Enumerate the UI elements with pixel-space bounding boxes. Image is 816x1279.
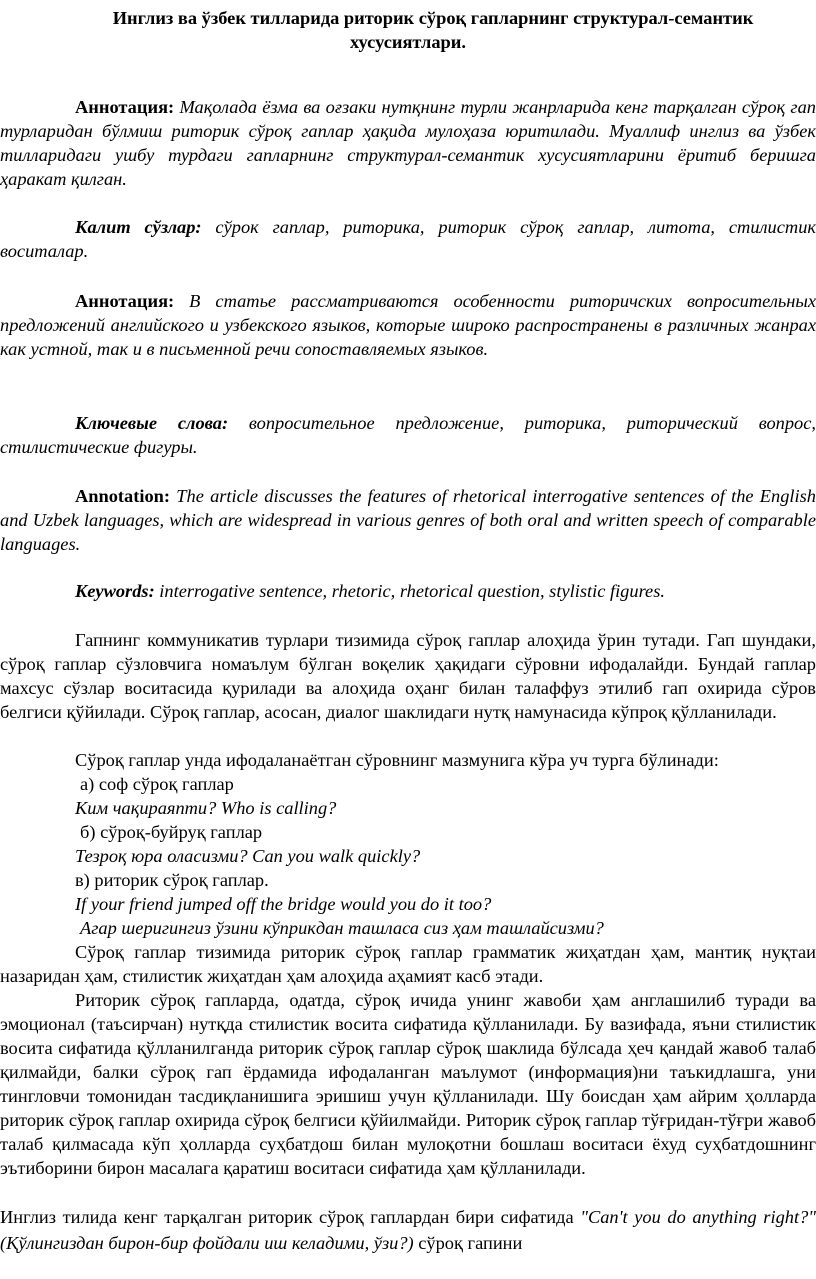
keywords-en bbox=[0, 579, 816, 603]
keywords-uz-text: сўрок гаплар, риторика, риторик сўроқ гаплар, литота, стилистик воситалар. bbox=[0, 217, 816, 261]
example-b bbox=[0, 844, 816, 868]
paragraph-text: Инглиз тилида кенг тарқалган риторик сўроқ гаплардан бири сифатида bbox=[0, 1207, 574, 1227]
example-c-uz bbox=[0, 916, 816, 940]
keywords-ru-text: вопросительное предложение, риторика, риторический вопрос, стилистические фигуры. bbox=[0, 413, 816, 457]
paragraph-text: Сўроқ гаплар унда ифодаланаётган сўровнинг мазмунига кўра уч турга бўлинади: bbox=[75, 750, 719, 770]
list-item-b bbox=[0, 820, 816, 844]
annotation-en-label: Annotation: bbox=[75, 486, 171, 506]
title-line-2: хусусиятлари. bbox=[350, 32, 466, 52]
body-paragraph-5 bbox=[0, 1204, 816, 1256]
annotation-uz-text: Мақолада ёзма ва оғзаки нутқнинг турли жанрларида кенг тарқалган сўроқ гап турларидан бўлмиш риторик сўроқ гаплар ҳақида мулоҳаза юритилади. Муаллиф инглиз ва ўзбек тилларидаги ушбу турдаги гапларнинг структурал-семантик хусусиятларини ёритиб беришга ҳаракат қилган. bbox=[0, 97, 816, 189]
example-text: If your friend jumped off the bridge would you do it too? bbox=[75, 894, 492, 914]
annotation-uz bbox=[0, 95, 816, 191]
title-line-1: Инглиз ва ўзбек тилларида риторик сўроқ гапларнинг структурал-семантик bbox=[112, 8, 754, 28]
annotation-uz-label: Аннотация: bbox=[75, 97, 175, 117]
body-paragraph-3 bbox=[0, 940, 816, 988]
body-paragraph-4 bbox=[0, 988, 816, 1180]
keywords-ru-label: Ключевые слова: bbox=[75, 413, 229, 433]
annotation-ru-text: В статье рассматриваются особенности риторичских вопросительных предложений английского и узбекского языков, которые широко распространены в различных жанрах как устной, так и в письменной речи сопоставляемых языков. bbox=[0, 291, 816, 359]
keywords-en-text: interrogative sentence, rhetoric, rhetorical question, stylistic figures. bbox=[159, 581, 665, 601]
body-paragraph-1 bbox=[0, 628, 816, 724]
keywords-uz bbox=[0, 215, 816, 263]
keywords-uz-label: Калит сўзлар: bbox=[75, 217, 202, 237]
example-a bbox=[0, 796, 816, 820]
annotation-en bbox=[0, 484, 816, 556]
body-paragraph-2 bbox=[0, 748, 816, 772]
paragraph-text: сўроқ гапини bbox=[418, 1233, 523, 1253]
list-item-text: в) риторик сўроқ гаплар. bbox=[75, 870, 269, 890]
article-title bbox=[0, 6, 816, 54]
quote-text: "Can't you do anything right?" (Қўлингиздан бирон-бир фойдали иш келадими, ўзи?) bbox=[0, 1207, 816, 1253]
example-text: Агар шеригингиз ўзини кўприкдан ташласа сиз ҳам ташлайсизми? bbox=[80, 918, 604, 938]
annotation-en-text: The article discusses the features of rhetorical interrogative sentences of the English and Uzbek languages, which are widespread in various genres of both oral and written speech of comparable languages. bbox=[0, 486, 816, 554]
list-item-c bbox=[0, 868, 816, 892]
list-item-a bbox=[0, 772, 816, 796]
annotation-ru bbox=[0, 289, 816, 361]
paragraph-text: Сўроқ гаплар тизимида риторик сўроқ гаплар грамматик жиҳатдан ҳам, мантиқ нуқтаи назаридан ҳам, стилистик жиҳатдан ҳам алоҳида аҳамият касб этади. bbox=[0, 942, 816, 986]
paragraph-text: Риторик сўроқ гапларда, одатда, сўроқ ичида унинг жавоби ҳам англашилиб туради ва эмоционал (таъсирчан) нутқда стилистик восита сифатида қўлланилади. Бу вазифада, яъни стилистик восита сифатида қўлланилганда риторик сўроқ гаплар сўроқ шаклида бўлсада ҳеч қандай жавоб талаб қилмайди, балки сўроқ гап ёрдамида ифодаланган маълумот (информация)ни таъкидлашга, уни тингловчи томонидан тасдиқланишига эришиш учун қўлланилади. Шу боисдан ҳам айрим ҳолларда риторик сўроқ гаплар охирида сўроқ белгиси қўйилмайди. Риторик сўроқ гаплар тўғридан-тўғри жавоб талаб қилмасада кўп ҳолларда суҳбатдош билан мулоқотни бошлаш воситаси ёхуд суҳбатдошнинг эътиборини бирон масалага қаратиш воситаси сифатида ҳам қўлланилади. bbox=[0, 990, 816, 1178]
keywords-en-label: Keywords: bbox=[75, 581, 155, 601]
example-c-en bbox=[0, 892, 816, 916]
example-text: Тезроқ юра оласизми? Can you walk quickly? bbox=[75, 846, 421, 866]
paragraph-text: Гапнинг коммуникатив турлари тизимида сўроқ гаплар алоҳида ўрин тутади. Гап шундаки, сўроқ гаплар сўзловчига номаълум бўлган воқелик ҳақидаги сўровни ифодалайди. Бундай гаплар махсус сўзлар воситасида қурилади ва алоҳида оҳанг билан талаффуз этилиб гап охирида сўров белгиси қўйилади. Сўроқ гаплар, асосан, диалог шаклидаги нутқ намунасида кўпроқ қўлланилади. bbox=[0, 630, 816, 722]
example-text: Ким чақираяпти? Who is calling? bbox=[75, 798, 337, 818]
keywords-ru bbox=[0, 411, 816, 459]
list-item-text: б) сўроқ-буйруқ гаплар bbox=[80, 822, 263, 842]
annotation-ru-label: Аннотация: bbox=[75, 291, 175, 311]
list-item-text: а) соф сўроқ гаплар bbox=[80, 774, 234, 794]
